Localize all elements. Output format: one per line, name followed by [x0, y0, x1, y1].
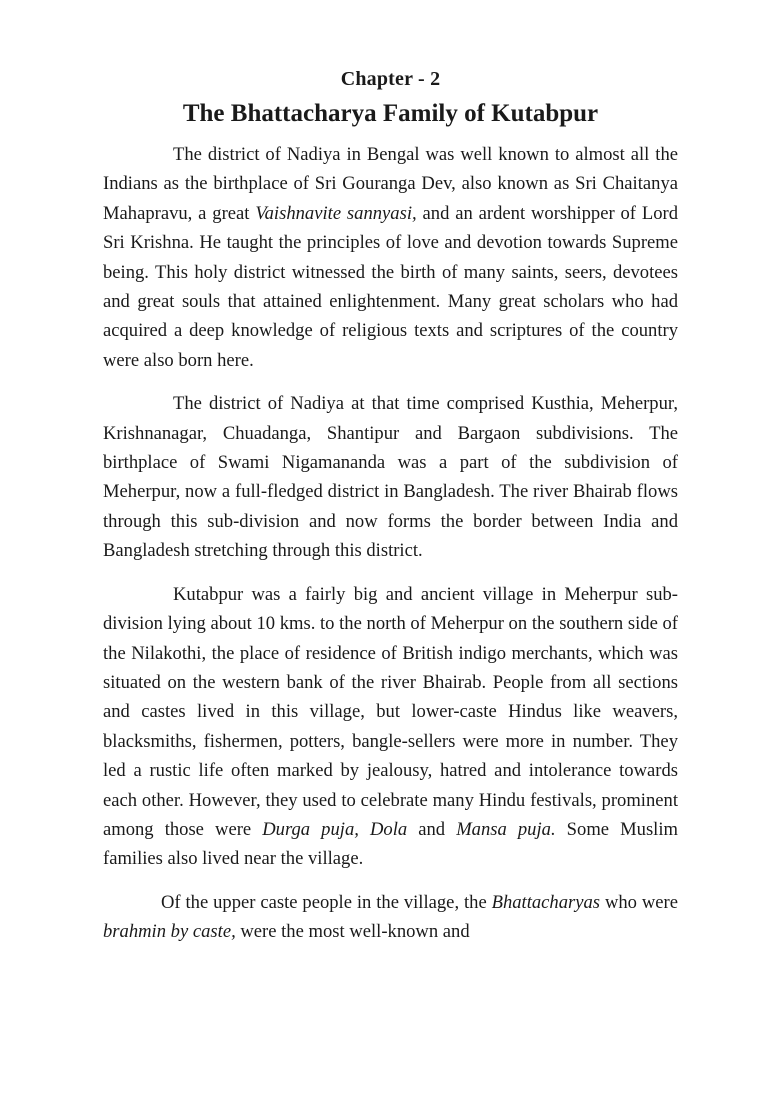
paragraph	[103, 888, 678, 947]
chapter-label: Chapter - 2	[340, 68, 441, 90]
paragraph-italic-text: Durga puja, Dola	[262, 818, 408, 840]
chapter-title: The Bhattacharya Family of Kutabpur	[182, 100, 599, 127]
paragraph-text: Of the upper caste people in the village, the	[161, 891, 492, 913]
paragraph-italic-text: Vaishnavite sannyasi,	[255, 202, 417, 224]
paragraph-text: Kutabpur was a fairly big and ancient village in Meherpur sub-division lying about 10 kms. to the north of Meherpur on the southern side of the Nilakothi, the place of residence of British indigo merchants, which was situated on the western bank of the river Bhairab. People from all sections and castes lived in this village, but lower-caste Hindus like weavers, blacksmiths, fishermen, potters, bangle-sellers were more in number. They led a rustic life often marked by jealousy, hatred and intolerance towards each other. However, they used to celebrate many Hindu festivals, prominent among those were	[103, 583, 678, 840]
paragraph	[103, 140, 678, 375]
paragraph	[103, 389, 678, 565]
paragraph	[103, 580, 678, 874]
paragraph-text: were the most well-known and	[235, 921, 470, 943]
document-page	[103, 64, 678, 961]
paragraph-italic-text: Mansa puja.	[456, 818, 556, 840]
paragraph-text: The district of Nadiya at that time comprised Kusthia, Meherpur, Krishnanagar, Chuadanga, Shantipur and Bargaon subdivisions. The birthplace of Swami Nigamananda was a part of the subdivision of Meherpur, now a full-fledged district in Bangladesh. The river Bhairab flows through this sub-division and now forms the border between India and Bangladesh stretching through this district.	[103, 393, 678, 562]
paragraph-italic-text: brahmin by caste,	[103, 921, 236, 943]
paragraph-text: The district of Nadiya in Bengal was well known to almost all the Indians as the birthplace of Sri Gouranga Dev, also known as Sri Chaitanya Mahapravu, a great	[103, 144, 678, 224]
paragraph-text: Some Muslim families also lived near the village.	[103, 818, 678, 870]
paragraph-text: who were	[600, 891, 678, 913]
paragraph-text: and	[407, 818, 457, 840]
paragraph-italic-text: Bhattacharyas	[491, 891, 601, 913]
paragraph-text: and an ardent worshipper of Lord Sri Krishna. He taught the principles of love and devotion towards Supreme being. This holy district witnessed the birth of many saints, seers, devotees and great souls that attained enlightenment. Many great scholars who had acquired a deep knowledge of religious texts and scriptures of the country were also born here.	[103, 202, 679, 371]
